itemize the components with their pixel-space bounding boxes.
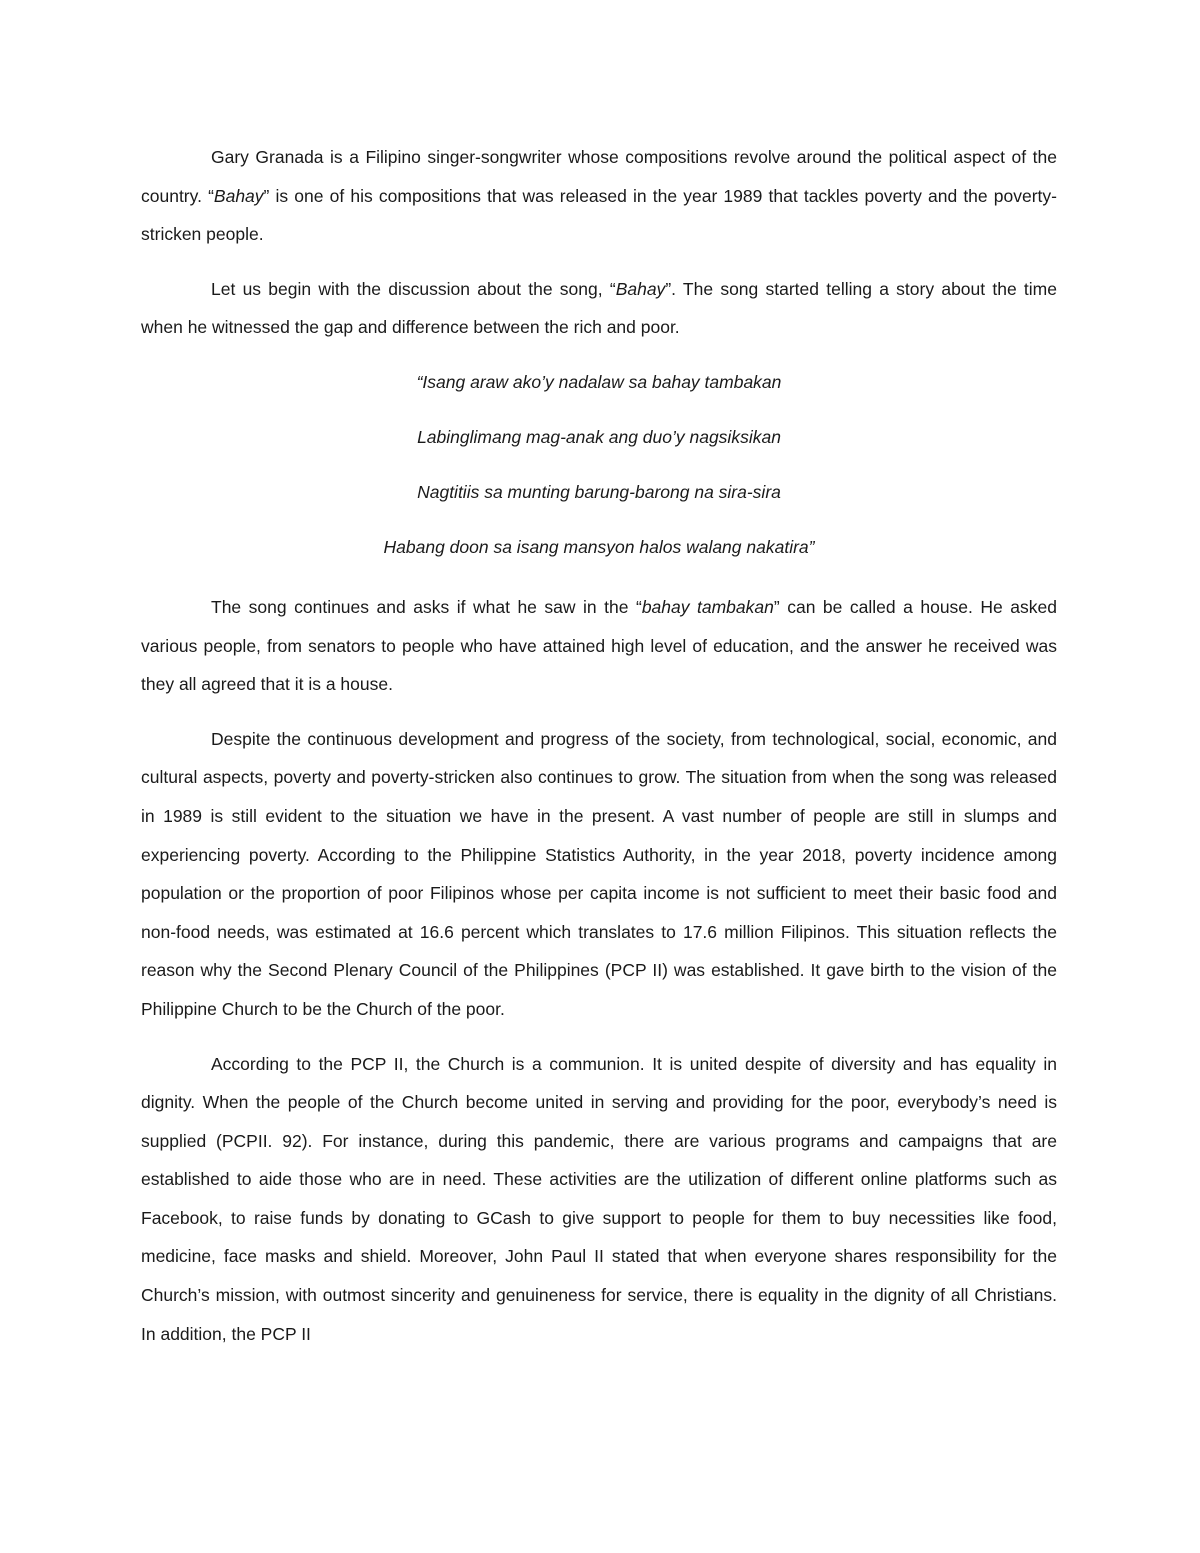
lyric-line: “Isang araw ako’y nadalaw sa bahay tambakan [416,371,782,392]
document-body [141,138,1057,1353]
lyric-line: Habang doon sa isang mansyon halos walang nakatira” [383,536,815,557]
lyrics-block [141,363,1057,570]
lyric-phrase: bahay tambakan [641,596,774,617]
paragraph-song-discussion: Let us begin with the discussion about the song, “Bahay”. The song started telling a story about the time when he witnessed the gap and difference between the rich and poor. [141,278,1057,338]
paragraph-pcp-ii: According to the PCP II, the Church is a communion. It is united despite of diversity and has equality in dignity. When the people of the Church become united in serving and providing for the poor, everybody’s need is supplied (PCPII. 92). For instance, during this pandemic, there are various programs and campaigns that are established to aide those who are in need. These activities are the utilization of different online platforms such as Facebook, to raise funds by donating to GCash to give support to people for them to buy necessities like food, medicine, face masks and shield. Moreover, John Paul II stated that when everyone shares responsibility for the Church’s mission, with outmost sincerity and genuineness for service, there is equality in the dignity of all Christians. In addition, the PCP II [141,1053,1057,1344]
song-title: Bahay [213,185,264,206]
paragraph-poverty-statistics: Despite the continuous development and progress of the society, from technological, social, economic, and cultural aspects, poverty and poverty-stricken also continues to grow. The situation from when the song was released in 1989 is still evident to the situation we have in the present. A vast number of people are still in slumps and experiencing poverty. According to the Philippine Statistics Authority, in the year 2018, poverty incidence among population or the proportion of poor Filipinos whose per capita income is not sufficient to meet their basic food and non-food needs, was estimated at 16.6 percent which translates to 17.6 million Filipinos. This situation reflects the reason why the Second Plenary Council of the Philippines (PCP II) was established. It gave birth to the vision of the Philippine Church to be the Church of the poor. [141,728,1057,1019]
lyric-line: Labinglimang mag-anak ang duo’y nagsiksikan [417,426,781,447]
paragraph-intro: Gary Granada is a Filipino singer-songwriter whose compositions revolve around the political aspect of the country. “Bahay” is one of his compositions that was released in the year 1989 that tackles poverty and the poverty-stricken people. [141,147,1057,245]
paragraph-bahay-tambakan: The song continues and asks if what he saw in the “bahay tambakan” can be called a house. He asked various people, from senators to people who have attained high level of education, and the answer he received was they all agreed that it is a house. [141,596,1057,695]
lyric-line: Nagtitiis sa munting barung-barong na sira-sira [417,481,781,502]
song-title: Bahay [615,278,666,299]
